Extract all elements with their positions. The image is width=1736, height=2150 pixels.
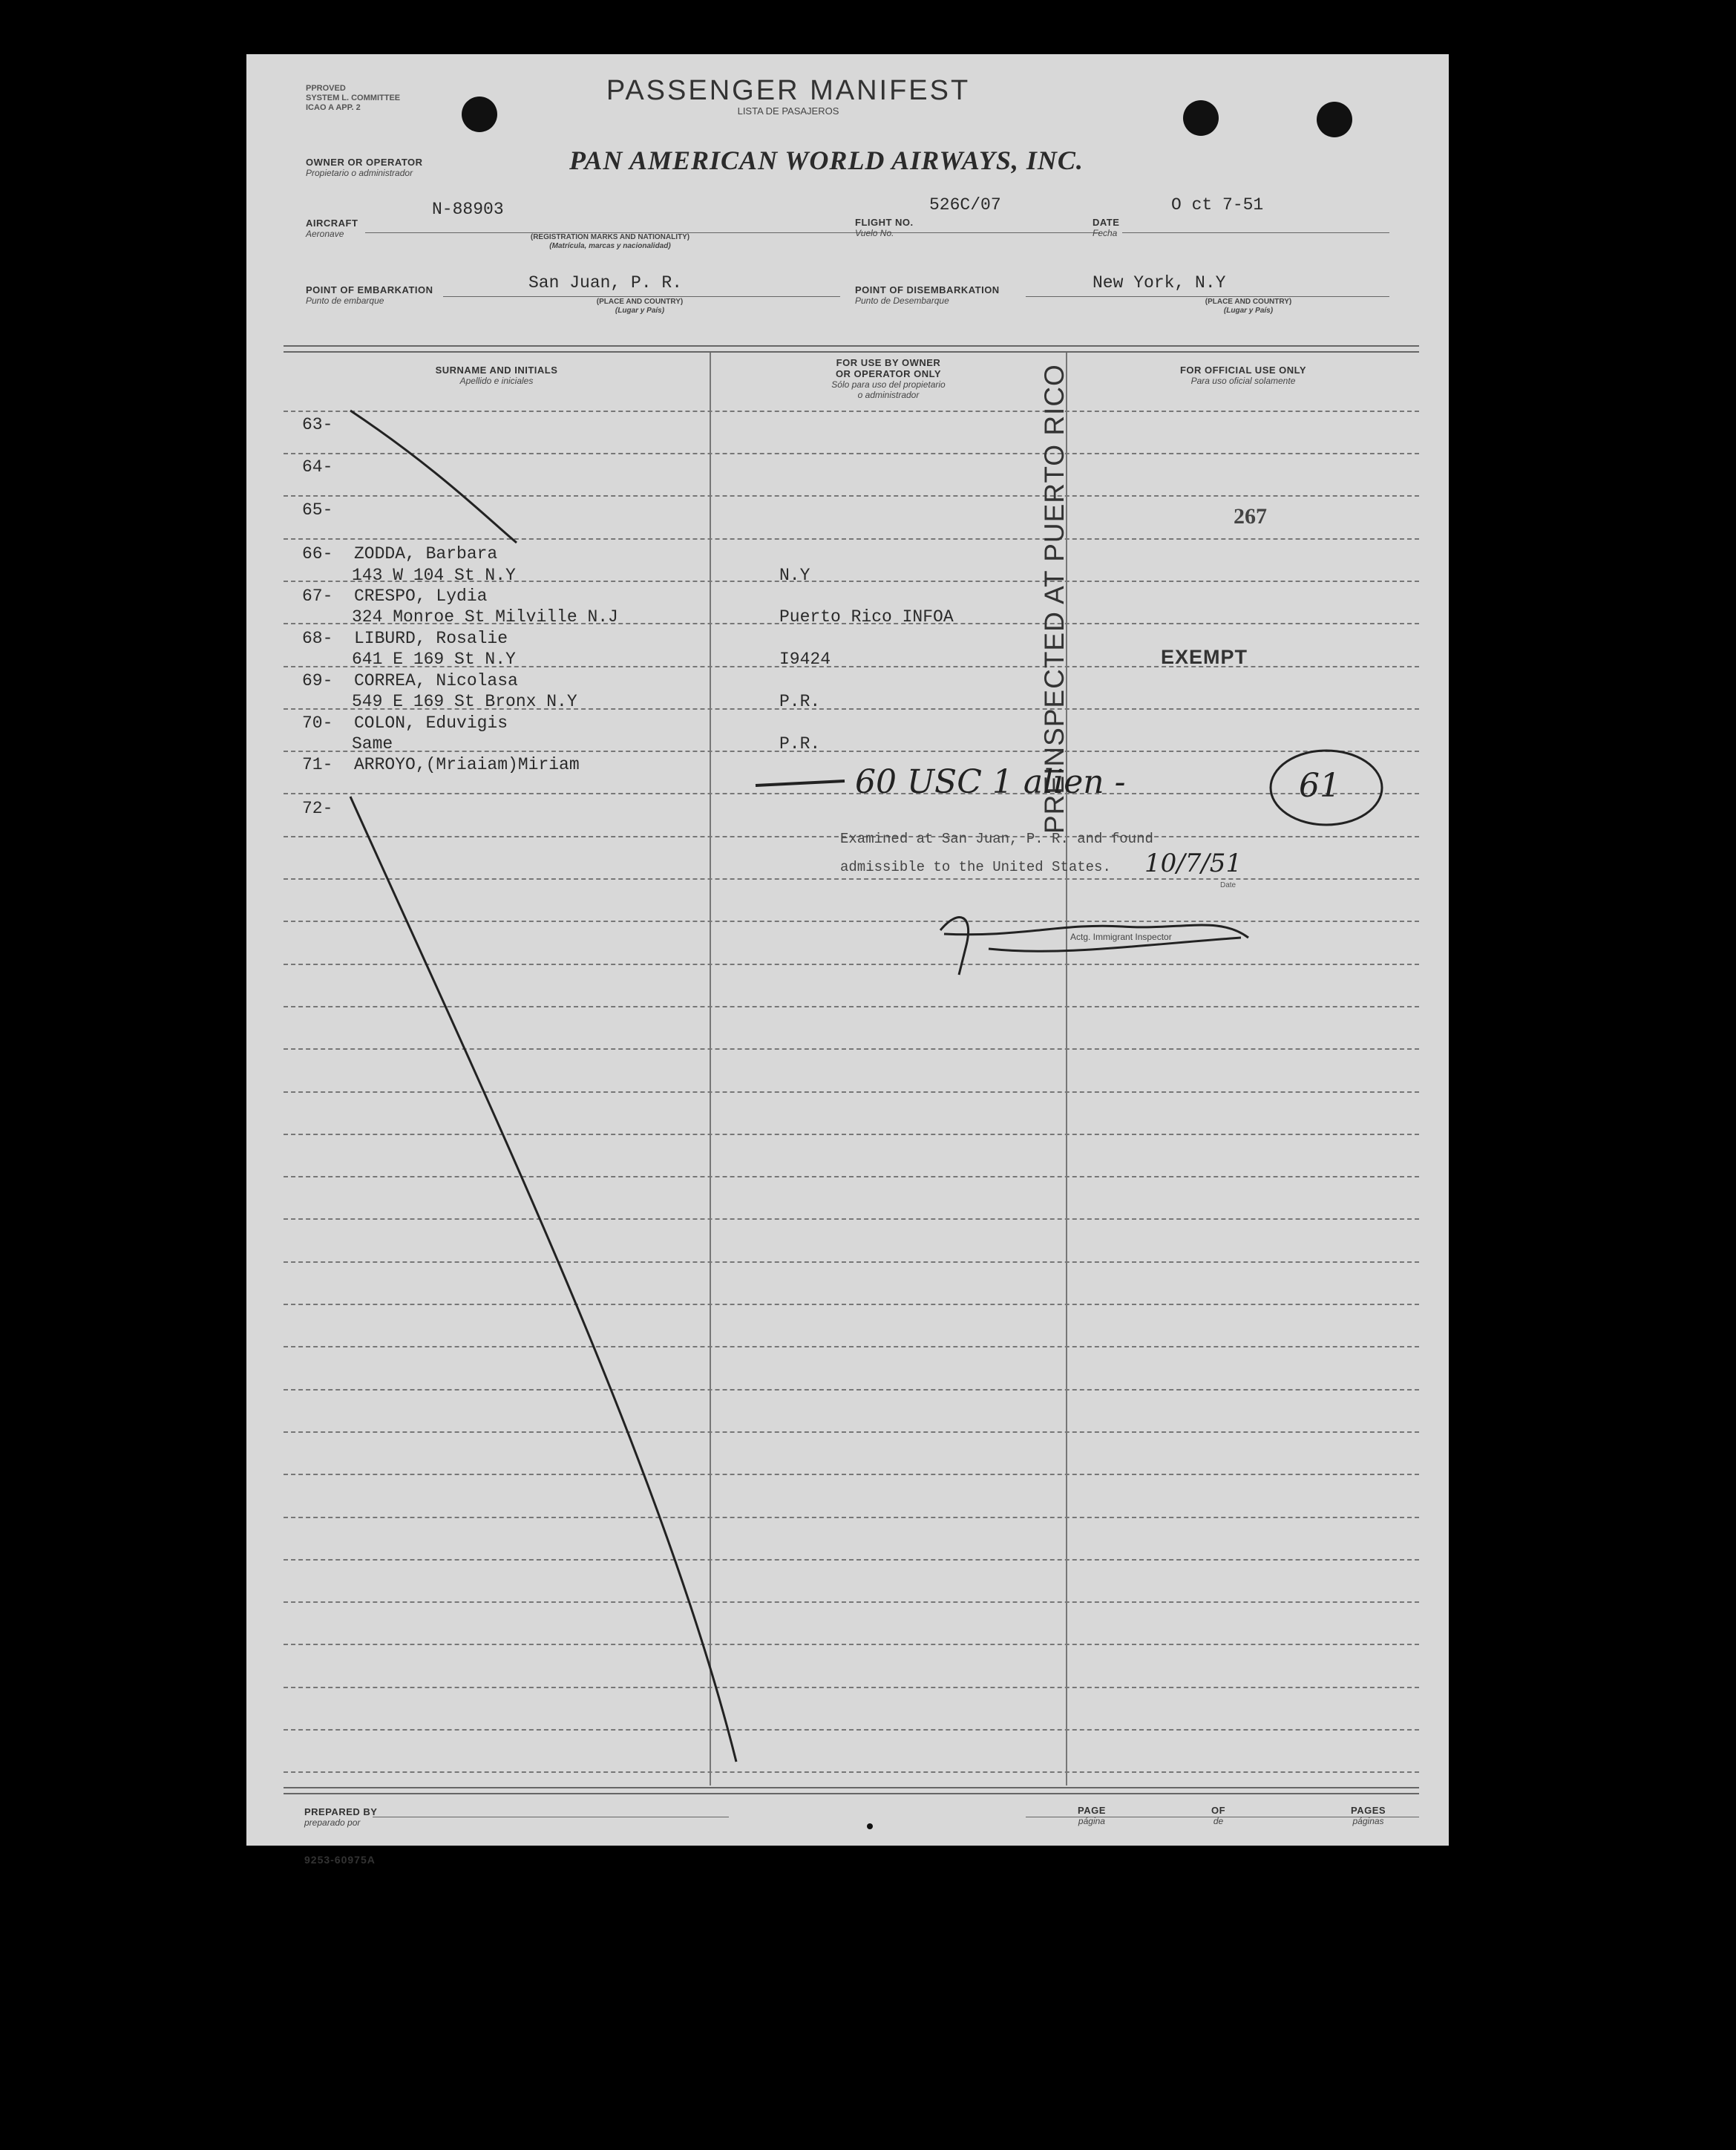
flight-label-es: Vuelo No.	[855, 228, 894, 238]
row-number: 63-	[302, 415, 333, 434]
stamp-number: 267	[1234, 504, 1267, 529]
exam-line-2: admissible to the United States.	[840, 859, 1111, 875]
row-number: 72-	[302, 799, 333, 818]
col1-sub: Apellido e iniciales	[459, 376, 534, 386]
strike-line-bottom	[350, 797, 736, 1762]
row-number: 68-	[302, 629, 333, 648]
aircraft-sub-2: (Matrícula, marcas y nacionalidad)	[549, 242, 671, 250]
passenger-name: COLON, Eduvigis	[354, 713, 508, 733]
row-number: 67-	[302, 586, 333, 606]
exam-line-1: Examined at San Juan, P. R. and found	[840, 831, 1153, 847]
owner-label-es: Propietario o administrador	[306, 168, 413, 178]
form-number: 9253-60975A	[304, 1854, 376, 1866]
prepared-label-es: preparado por	[304, 1817, 361, 1828]
approval-line-2: SYSTEM L. COMMITTEE	[306, 94, 401, 102]
prepared-label: PREPARED BY	[304, 1806, 378, 1817]
ink-dot	[867, 1823, 873, 1829]
signature	[940, 918, 1248, 975]
flight-label: FLIGHT NO.	[855, 217, 914, 228]
operator-entry: N.Y	[779, 566, 810, 585]
operator-entry: P.R.	[779, 734, 821, 754]
tally-dash	[756, 781, 845, 785]
passenger-name: CORREA, Nicolasa	[354, 671, 518, 690]
aircraft-label-es: Aeronave	[306, 229, 344, 239]
disembark-sub-1: (PLACE AND COUNTRY)	[1205, 298, 1292, 306]
exempt-stamp: EXEMPT	[1161, 646, 1248, 668]
disembark-value: New York, N.Y	[1093, 273, 1226, 293]
date-label-es: Fecha	[1093, 228, 1118, 238]
prepared-by-block	[304, 1806, 377, 1828]
passenger-address: Same	[352, 734, 393, 754]
col3-title: FOR OFFICIAL USE ONLY	[1179, 365, 1307, 376]
passenger-name: ARROYO,(Mriaiam)Miriam	[354, 755, 580, 774]
owner-label: OWNER OR OPERATOR	[306, 157, 423, 168]
operator-entry: Puerto Rico INFOA	[779, 607, 954, 627]
row-number: 65-	[302, 500, 333, 520]
of-label-block	[1211, 1805, 1225, 1826]
passenger-address: 641 E 169 St N.Y	[352, 650, 516, 669]
row-number: 66-	[302, 544, 333, 563]
embark-sub-1: (PLACE AND COUNTRY)	[596, 298, 684, 306]
passenger-address: 143 W 104 St N.Y	[352, 566, 516, 585]
operator-entry: P.R.	[779, 692, 821, 711]
pages-label: PAGES	[1351, 1805, 1386, 1816]
embark-label-es: Punto de embarque	[306, 295, 384, 306]
operator-entry: I9424	[779, 650, 831, 669]
exam-date: 10/7/51	[1144, 849, 1242, 878]
page-label-es: página	[1078, 1816, 1105, 1826]
exam-date-caption: Date	[1220, 881, 1237, 889]
of-label: OF	[1211, 1805, 1226, 1816]
owner-value: PAN AMERICAN WORLD AIRWAYS, INC.	[569, 146, 1084, 175]
approval-line-3: ICAO A APP. 2	[306, 103, 361, 112]
row-number: 71-	[302, 755, 333, 774]
row-number: 70-	[302, 713, 333, 733]
col2-title-2: OR OPERATOR ONLY	[835, 368, 942, 379]
manifest-sheet	[246, 54, 1449, 1866]
aircraft-sub-1: (REGISTRATION MARKS AND NATIONALITY)	[530, 233, 690, 241]
row-number: 64-	[302, 457, 333, 477]
page-label: PAGE	[1078, 1805, 1106, 1816]
inspector-caption: Actg. Immigrant Inspector	[1070, 932, 1172, 942]
embark-label: POINT OF EMBARKATION	[306, 284, 433, 295]
passenger-address: 324 Monroe St Milville N.J	[352, 607, 618, 627]
col2-title-1: FOR USE BY OWNER	[836, 357, 941, 368]
aircraft-value: N-88903	[432, 200, 504, 219]
circled-total: 61	[1299, 767, 1340, 805]
passenger-name: CRESPO, Lydia	[354, 586, 488, 606]
embark-value: San Juan, P. R.	[528, 273, 683, 293]
embark-sub-2: (Lugar y País)	[615, 307, 665, 315]
of-label-es: de	[1213, 1816, 1224, 1826]
date-value: O ct 7-51	[1171, 195, 1264, 215]
strike-line-top	[350, 411, 517, 543]
page-label-block	[1078, 1805, 1106, 1826]
approval-line-1: PPROVED	[306, 84, 346, 93]
handwriting-layer	[246, 54, 1449, 1846]
passenger-name: LIBURD, Rosalie	[354, 629, 508, 648]
handwritten-tally: 60 USC 1 alien -	[855, 763, 1126, 801]
aircraft-label: AIRCRAFT	[306, 218, 358, 229]
page-subtitle: LISTA DE PASAJEROS	[737, 105, 839, 117]
col1-title: SURNAME AND INITIALS	[435, 365, 558, 376]
pages-label-es: páginas	[1352, 1816, 1384, 1826]
passenger-name: ZODDA, Barbara	[354, 544, 498, 563]
disembark-label: POINT OF DISEMBARKATION	[855, 284, 1000, 295]
pages-label-block	[1351, 1805, 1386, 1826]
col3-sub: Para uso oficial solamente	[1190, 376, 1296, 386]
date-label: DATE	[1093, 217, 1120, 228]
disembark-sub-2: (Lugar y País)	[1223, 307, 1274, 315]
page-title: PASSENGER MANIFEST	[606, 75, 971, 106]
row-number: 69-	[302, 671, 333, 690]
disembark-label-es: Punto de Desembarque	[855, 295, 949, 306]
col2-sub-2: o administrador	[857, 390, 920, 400]
col2-sub-1: Sólo para uso del propietario	[831, 379, 946, 390]
preinspected-stamp: PREINSPECTED AT PUERTO RICO	[1039, 364, 1070, 834]
flight-value: 526C/07	[929, 195, 1001, 215]
passenger-address: 549 E 169 St Bronx N.Y	[352, 692, 577, 711]
